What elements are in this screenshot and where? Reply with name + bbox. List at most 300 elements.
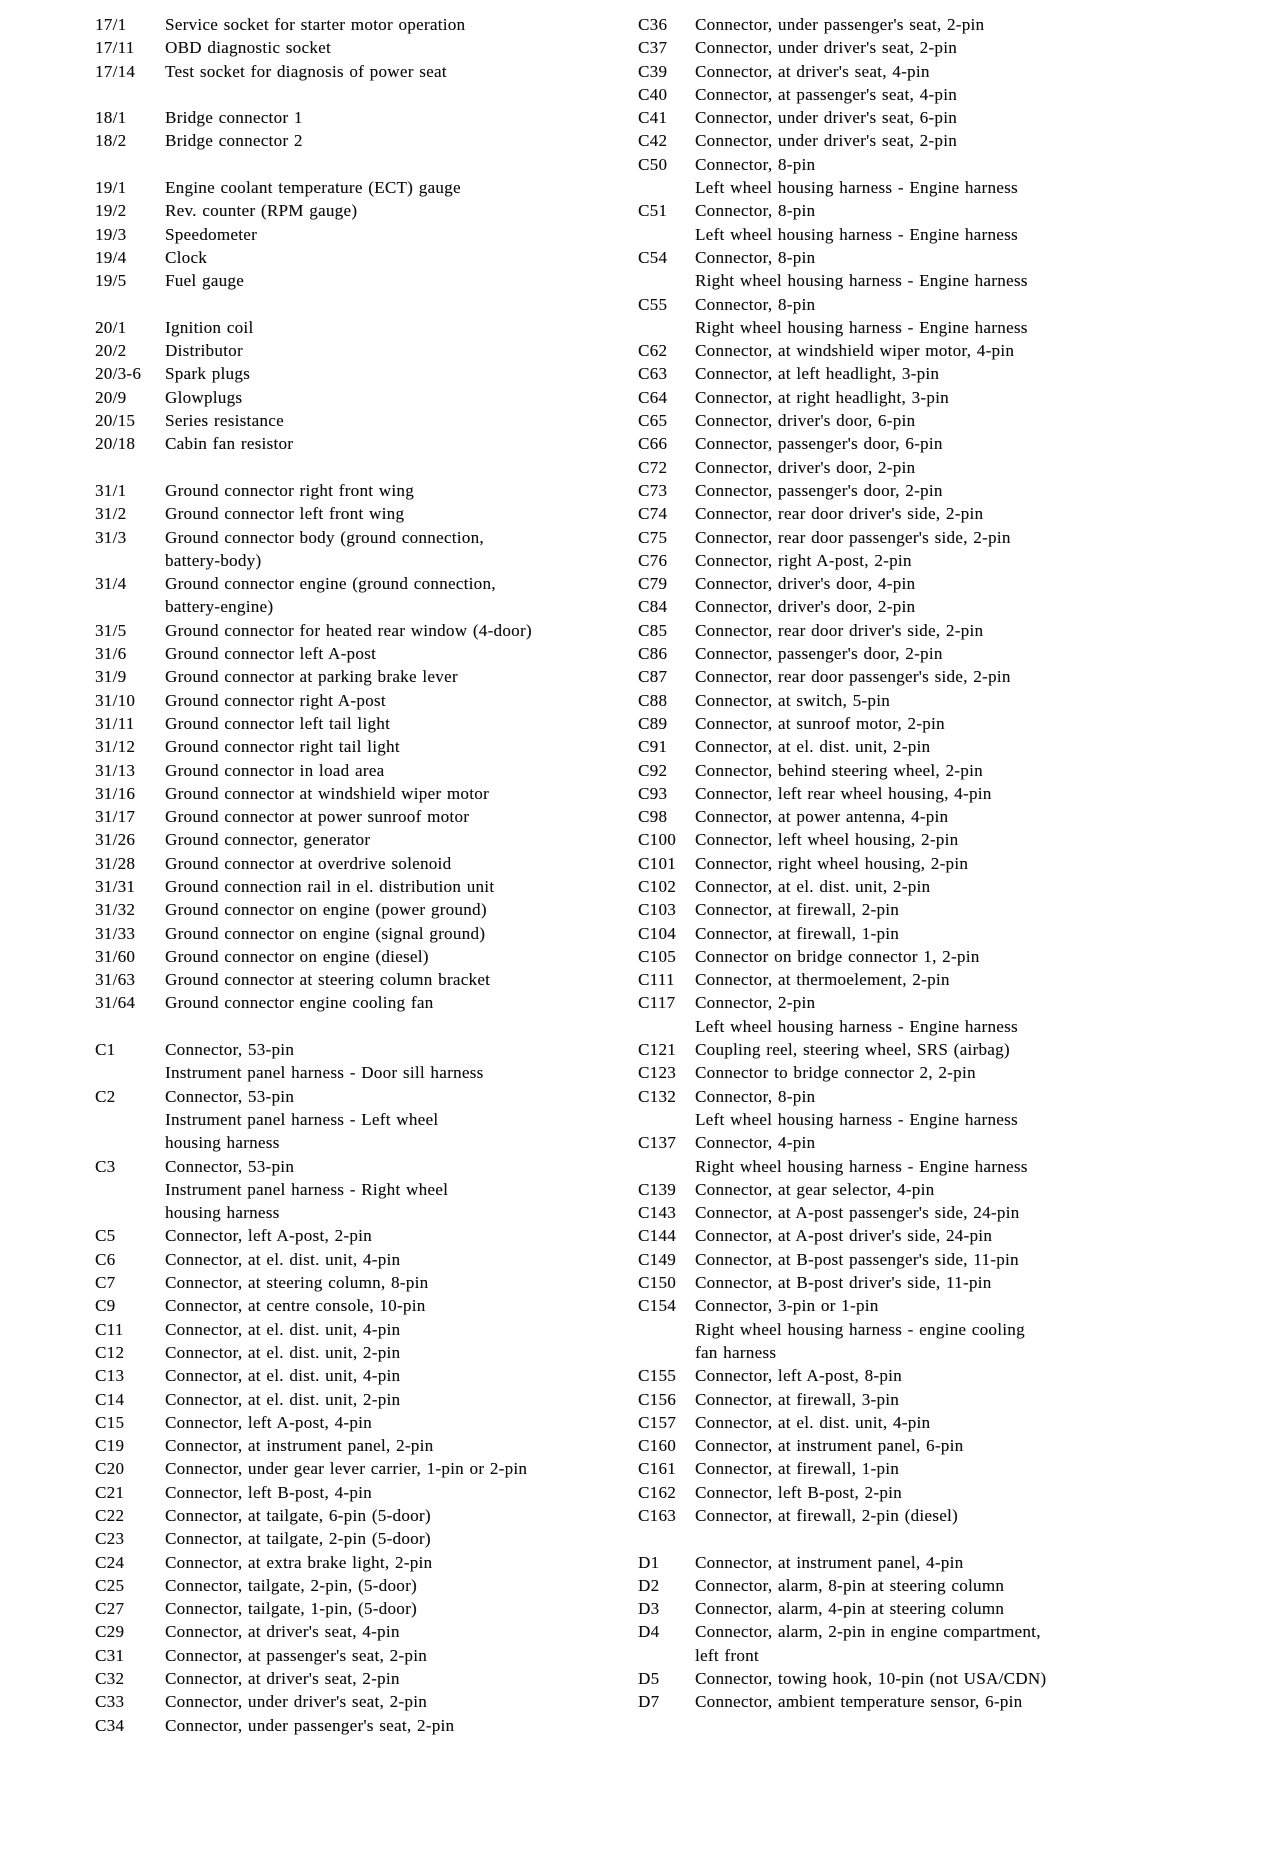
- legend-entry: [638, 1271, 1273, 1294]
- legend-section: [95, 106, 625, 153]
- description-line: Connector, at extra brake light, 2-pin: [165, 1552, 433, 1572]
- description-line: Connector, tailgate, 2-pin, (5-door): [165, 1575, 417, 1595]
- entry-code: C21: [95, 1482, 125, 1502]
- entry-description: [165, 642, 625, 665]
- legend-entry: [638, 619, 1273, 642]
- description-line: Connector, under gear lever carrier, 1-pin or 2-pin: [165, 1459, 528, 1479]
- entry-description: [695, 60, 1273, 83]
- entry-description: [165, 945, 625, 968]
- description-line: Instrument panel harness - Left wheel: [165, 1109, 439, 1129]
- entry-description: [695, 1038, 1273, 1061]
- legend-entry: [95, 526, 625, 573]
- legend-entry: [95, 945, 625, 968]
- legend-entry: [95, 1434, 625, 1457]
- entry-code: C64: [638, 387, 668, 407]
- entry-description: [695, 922, 1273, 945]
- entry-code: C103: [638, 900, 677, 920]
- entry-description: [165, 386, 625, 409]
- legend-entry: [638, 1411, 1273, 1434]
- legend-entry: [95, 1318, 625, 1341]
- entry-code: C105: [638, 946, 677, 966]
- legend-entry: [638, 409, 1273, 432]
- description-line: Connector, under driver's seat, 2-pin: [165, 1692, 428, 1712]
- entry-code: 17/11: [95, 38, 135, 58]
- entry-code: C29: [95, 1622, 125, 1642]
- legend-entry: [638, 1481, 1273, 1504]
- description-line: Connector, at driver's seat, 4-pin: [695, 61, 930, 81]
- legend-section: [638, 1551, 1273, 1714]
- legend-entry: [638, 129, 1273, 152]
- entry-description: [165, 759, 625, 782]
- legend-entry: [95, 1551, 625, 1574]
- description-line: Instrument panel harness - Right wheel: [165, 1179, 449, 1199]
- entry-code: C75: [638, 527, 668, 547]
- entry-code: C41: [638, 108, 668, 128]
- entry-code: C84: [638, 597, 668, 617]
- description-line: Connector, under passenger's seat, 2-pin: [695, 15, 985, 34]
- entry-description: [165, 269, 625, 292]
- entry-description: [165, 223, 625, 246]
- entry-code: C22: [95, 1506, 125, 1525]
- entry-description: [165, 362, 625, 385]
- entry-description: [165, 828, 625, 851]
- legend-entry: [638, 1574, 1273, 1597]
- description-line: Connector, alarm, 4-pin at steering column: [695, 1599, 1005, 1619]
- entry-code: 31/16: [95, 783, 136, 803]
- description-line: Connector, towing hook, 10-pin (not USA/CDN): [695, 1669, 1047, 1689]
- entry-code: C163: [638, 1506, 677, 1525]
- description-line: Ground connection rail in el. distribution unit: [165, 876, 495, 896]
- legend-entry: [638, 735, 1273, 758]
- entry-description: [695, 805, 1273, 828]
- entry-description: [695, 945, 1273, 968]
- description-line: Connector, left A-post, 2-pin: [165, 1226, 372, 1246]
- description-line: Connector, under driver's seat, 2-pin: [695, 131, 958, 151]
- entry-code: D4: [638, 1622, 660, 1642]
- legend-entry: [638, 689, 1273, 712]
- entry-code: C89: [638, 713, 668, 733]
- description-line: Connector, at power antenna, 4-pin: [695, 807, 949, 827]
- entry-code: C63: [638, 364, 668, 384]
- entry-description: [695, 689, 1273, 712]
- description-line: Connector, rear door driver's side, 2-pin: [695, 620, 984, 640]
- entry-description: [695, 479, 1273, 502]
- description-line: Connector, at el. dist. unit, 4-pin: [165, 1249, 401, 1269]
- legend-entry: [95, 316, 625, 339]
- entry-code: 20/18: [95, 434, 136, 454]
- description-line: Bridge connector 2: [165, 131, 303, 151]
- legend-entry: [95, 386, 625, 409]
- entry-code: 31/5: [95, 620, 127, 640]
- description-line: Cabin fan resistor: [165, 434, 294, 454]
- legend-entry: [95, 129, 625, 152]
- description-line: Ground connector on engine (power ground): [165, 900, 487, 920]
- description-line: Connector, 4-pin: [695, 1133, 816, 1153]
- legend-entry: [638, 1388, 1273, 1411]
- entry-code: C155: [638, 1366, 677, 1386]
- entry-description: [695, 386, 1273, 409]
- entry-description: [695, 1690, 1273, 1713]
- entry-description: [695, 1481, 1273, 1504]
- description-line: Connector, at el. dist. unit, 4-pin: [165, 1319, 401, 1339]
- entry-code: C37: [638, 38, 668, 58]
- entry-code: C160: [638, 1436, 677, 1456]
- entry-code: 31/17: [95, 807, 136, 827]
- entry-description: [165, 1248, 625, 1271]
- legend-entry: [638, 106, 1273, 129]
- entry-description: [165, 619, 625, 642]
- legend-entry: [95, 223, 625, 246]
- legend-entry: [95, 1038, 625, 1085]
- entry-code: C36: [638, 15, 668, 34]
- entry-code: C55: [638, 294, 668, 314]
- description-line: Speedometer: [165, 224, 258, 244]
- entry-description: [165, 1224, 625, 1247]
- description-line: Ground connector for heated rear window (4-door): [165, 620, 532, 640]
- description-line: Connector, at steering column, 8-pin: [165, 1273, 429, 1293]
- legend-entry: [638, 1061, 1273, 1084]
- entry-description: [695, 1294, 1273, 1364]
- entry-code: C72: [638, 457, 668, 477]
- entry-description: [695, 502, 1273, 525]
- entry-code: C9: [95, 1296, 116, 1316]
- description-line: Connector, right wheel housing, 2-pin: [695, 853, 969, 873]
- entry-code: 19/2: [95, 201, 127, 221]
- entry-description: [695, 642, 1273, 665]
- entry-code: C15: [95, 1412, 125, 1432]
- legend-entry: [638, 1201, 1273, 1224]
- entry-code: 20/1: [95, 317, 127, 337]
- description-line: Coupling reel, steering wheel, SRS (airbag): [695, 1040, 1010, 1060]
- description-line: Connector, at tailgate, 2-pin (5-door): [165, 1529, 431, 1549]
- entry-code: 31/3: [95, 527, 127, 547]
- entry-code: C33: [95, 1692, 125, 1712]
- entry-code: 31/11: [95, 713, 135, 733]
- entry-code: D1: [638, 1552, 660, 1572]
- entry-code: C14: [95, 1389, 125, 1409]
- entry-code: 19/5: [95, 271, 127, 291]
- entry-code: C11: [95, 1319, 124, 1339]
- legend-entry: [638, 83, 1273, 106]
- description-line: Connector, left A-post, 4-pin: [165, 1412, 372, 1432]
- description-line: Connector, driver's door, 2-pin: [695, 597, 916, 617]
- entry-code: 31/26: [95, 830, 136, 850]
- entry-description: [695, 782, 1273, 805]
- entry-description: [695, 36, 1273, 59]
- entry-code: C150: [638, 1273, 677, 1293]
- entry-code: 31/64: [95, 993, 136, 1013]
- entry-description: [165, 176, 625, 199]
- entry-description: [165, 432, 625, 455]
- legend-entry: [95, 409, 625, 432]
- entry-description: [165, 199, 625, 222]
- entry-description: [165, 1574, 625, 1597]
- legend-entry: [95, 269, 625, 292]
- entry-description: [165, 1434, 625, 1457]
- legend-entry: [95, 1714, 625, 1737]
- description-line: Connector to bridge connector 2, 2-pin: [695, 1063, 976, 1083]
- entry-code: C19: [95, 1436, 125, 1456]
- legend-entry: [95, 735, 625, 758]
- description-line: fan harness: [695, 1342, 777, 1362]
- entry-code: C65: [638, 411, 668, 431]
- entry-description: [165, 1457, 625, 1480]
- entry-code: C137: [638, 1133, 677, 1153]
- entry-description: [695, 712, 1273, 735]
- legend-entry: [638, 293, 1273, 340]
- description-line: Ground connector left tail light: [165, 713, 391, 733]
- entry-description: [695, 1248, 1273, 1271]
- description-line: Ignition coil: [165, 317, 254, 337]
- left-column: [95, 13, 625, 1737]
- entry-description: [695, 595, 1273, 618]
- entry-description: [695, 1271, 1273, 1294]
- entry-code: D3: [638, 1599, 660, 1619]
- description-line: Ground connector engine (ground connection,: [165, 574, 496, 594]
- entry-code: C144: [638, 1226, 677, 1246]
- entry-description: [695, 1131, 1273, 1178]
- legend-section: [638, 13, 1273, 1527]
- entry-description: [695, 572, 1273, 595]
- entry-code: 19/3: [95, 224, 127, 244]
- description-line: Connector, at B-post driver's side, 11-pin: [695, 1273, 992, 1293]
- entry-code: 18/2: [95, 131, 127, 151]
- entry-code: 20/15: [95, 411, 136, 431]
- legend-entry: [638, 1178, 1273, 1201]
- entry-description: [695, 1597, 1273, 1620]
- entry-code: C104: [638, 923, 677, 943]
- legend-entry: [638, 1085, 1273, 1132]
- entry-code: C154: [638, 1296, 677, 1316]
- entry-code: C157: [638, 1412, 677, 1432]
- legend-section: [95, 316, 625, 456]
- legend-entry: [95, 852, 625, 875]
- legend-entry: [638, 526, 1273, 549]
- entry-code: C3: [95, 1156, 116, 1176]
- legend-entry: [638, 36, 1273, 59]
- entry-code: C2: [95, 1086, 116, 1106]
- entry-description: [695, 339, 1273, 362]
- description-line: battery-body): [165, 550, 262, 570]
- entry-description: [165, 409, 625, 432]
- legend-entry: [638, 875, 1273, 898]
- entry-description: [165, 852, 625, 875]
- description-line: Connector, rear door passenger's side, 2-pin: [695, 527, 1011, 547]
- description-line: Ground connector at parking brake lever: [165, 667, 458, 687]
- legend-entry: [638, 13, 1273, 36]
- description-line: Connector, rear door passenger's side, 2-pin: [695, 667, 1011, 687]
- entry-description: [695, 432, 1273, 455]
- entry-description: [165, 106, 625, 129]
- entry-description: [695, 1085, 1273, 1132]
- description-line: housing harness: [165, 1203, 280, 1223]
- description-line: Ground connector on engine (signal ground): [165, 923, 486, 943]
- entry-description: [695, 549, 1273, 572]
- description-line: Connector, under driver's seat, 2-pin: [695, 38, 958, 58]
- description-line: Connector, 3-pin or 1-pin: [695, 1296, 879, 1316]
- entry-description: [695, 526, 1273, 549]
- entry-code: 31/31: [95, 876, 136, 896]
- description-line: Connector, driver's door, 2-pin: [695, 457, 916, 477]
- legend-entry: [638, 386, 1273, 409]
- description-line: Right wheel housing harness - Engine harness: [695, 317, 1028, 337]
- entry-code: C123: [638, 1063, 677, 1083]
- description-line: Connector, at instrument panel, 6-pin: [695, 1436, 964, 1456]
- legend-entry: [95, 1294, 625, 1317]
- description-line: Spark plugs: [165, 364, 251, 384]
- entry-description: [695, 1574, 1273, 1597]
- legend-entry: [95, 1388, 625, 1411]
- entry-code: C161: [638, 1459, 677, 1479]
- legend-entry: [95, 1481, 625, 1504]
- legend-entry: [95, 991, 625, 1014]
- description-line: Connector, at sunroof motor, 2-pin: [695, 713, 945, 733]
- description-line: Connector, at switch, 5-pin: [695, 690, 891, 710]
- legend-entry: [638, 1248, 1273, 1271]
- entry-description: [165, 1690, 625, 1713]
- entry-code: C143: [638, 1203, 677, 1223]
- entry-description: [165, 735, 625, 758]
- legend-section: [95, 1038, 625, 1737]
- entry-description: [165, 1597, 625, 1620]
- entry-code: C101: [638, 853, 677, 873]
- legend-entry: [638, 1224, 1273, 1247]
- description-line: Connector, at firewall, 3-pin: [695, 1389, 900, 1409]
- entry-description: [165, 1364, 625, 1387]
- entry-description: [695, 828, 1273, 851]
- description-line: Connector, right A-post, 2-pin: [695, 550, 912, 570]
- entry-code: C6: [95, 1249, 116, 1269]
- entry-description: [695, 129, 1273, 152]
- legend-entry: [638, 60, 1273, 83]
- entry-description: [165, 1388, 625, 1411]
- description-line: Connector, at windshield wiper motor, 4-pin: [695, 341, 1015, 361]
- description-line: Connector, left rear wheel housing, 4-pin: [695, 783, 992, 803]
- legend-entry: [95, 1155, 625, 1225]
- legend-section: [95, 479, 625, 1015]
- legend-entry: [638, 1667, 1273, 1690]
- legend-entry: [95, 1085, 625, 1155]
- legend-entry: [95, 1527, 625, 1550]
- right-column: [638, 13, 1273, 1714]
- description-line: Connector, behind steering wheel, 2-pin: [695, 760, 983, 780]
- entry-code: C86: [638, 644, 668, 664]
- entry-description: [165, 665, 625, 688]
- entry-description: [165, 1667, 625, 1690]
- legend-entry: [95, 712, 625, 735]
- legend-entry: [638, 805, 1273, 828]
- description-line: Ground connector left front wing: [165, 504, 405, 524]
- description-line: Connector, 8-pin: [695, 294, 816, 314]
- legend-entry: [95, 1457, 625, 1480]
- description-line: Fuel gauge: [165, 271, 245, 291]
- entry-description: [695, 1061, 1273, 1084]
- description-line: Connector, at firewall, 2-pin: [695, 900, 900, 920]
- legend-entry: [95, 1224, 625, 1247]
- entry-code: C20: [95, 1459, 125, 1479]
- description-line: Ground connector, generator: [165, 830, 371, 850]
- entry-description: [165, 1504, 625, 1527]
- legend-entry: [638, 246, 1273, 293]
- description-line: Connector, 2-pin: [695, 993, 816, 1013]
- entry-description: [165, 1038, 625, 1085]
- legend-entry: [95, 1411, 625, 1434]
- entry-code: C79: [638, 574, 668, 594]
- entry-code: 31/6: [95, 644, 127, 664]
- entry-code: C91: [638, 737, 668, 757]
- entry-code: C32: [95, 1669, 125, 1689]
- legend-entry: [95, 1620, 625, 1643]
- entry-code: 31/12: [95, 737, 136, 757]
- entry-description: [165, 1294, 625, 1317]
- entry-description: [695, 1457, 1273, 1480]
- legend-entry: [638, 665, 1273, 688]
- legend-entry: [638, 339, 1273, 362]
- description-line: Left wheel housing harness - Engine harness: [695, 178, 1018, 198]
- legend-entry: [638, 549, 1273, 572]
- entry-description: [165, 13, 625, 36]
- description-line: Connector, at gear selector, 4-pin: [695, 1179, 935, 1199]
- entry-code: C34: [95, 1715, 125, 1735]
- description-line: Connector, left A-post, 8-pin: [695, 1366, 902, 1386]
- entry-description: [695, 199, 1273, 246]
- description-line: Connector, at el. dist. unit, 2-pin: [165, 1389, 401, 1409]
- entry-code: C162: [638, 1482, 677, 1502]
- entry-code: C92: [638, 760, 668, 780]
- legend-section: [95, 13, 625, 83]
- description-line: Right wheel housing harness - engine cooling: [695, 1319, 1025, 1339]
- legend-entry: [95, 875, 625, 898]
- legend-entry: [95, 1690, 625, 1713]
- legend-entry: [95, 665, 625, 688]
- description-line: Ground connector at steering column bracket: [165, 970, 491, 990]
- legend-entry: [95, 689, 625, 712]
- entry-description: [165, 1551, 625, 1574]
- entry-description: [165, 1341, 625, 1364]
- entry-code: 20/9: [95, 387, 127, 407]
- entry-code: C88: [638, 690, 668, 710]
- entry-description: [165, 1714, 625, 1737]
- legend-entry: [95, 1574, 625, 1597]
- entry-description: [695, 619, 1273, 642]
- description-line: Connector, at firewall, 1-pin: [695, 1459, 900, 1479]
- description-line: Connector, tailgate, 1-pin, (5-door): [165, 1599, 417, 1619]
- legend-entry: [95, 1597, 625, 1620]
- description-line: Connector, at firewall, 2-pin (diesel): [695, 1506, 959, 1525]
- entry-description: [165, 898, 625, 921]
- entry-code: C13: [95, 1366, 125, 1386]
- entry-description: [695, 852, 1273, 875]
- legend-entry: [638, 502, 1273, 525]
- entry-code: 17/1: [95, 15, 127, 34]
- description-line: Distributor: [165, 341, 243, 361]
- entry-code: C66: [638, 434, 668, 454]
- legend-entry: [638, 852, 1273, 875]
- entry-description: [695, 1178, 1273, 1201]
- entry-description: [695, 1388, 1273, 1411]
- entry-code: C24: [95, 1552, 125, 1572]
- legend-entry: [638, 199, 1273, 246]
- entry-description: [695, 1201, 1273, 1224]
- entry-description: [695, 1551, 1273, 1574]
- legend-entry: [95, 339, 625, 362]
- entry-description: [695, 1224, 1273, 1247]
- entry-description: [695, 106, 1273, 129]
- entry-description: [165, 36, 625, 59]
- entry-description: [165, 129, 625, 152]
- entry-description: [695, 898, 1273, 921]
- entry-description: [165, 316, 625, 339]
